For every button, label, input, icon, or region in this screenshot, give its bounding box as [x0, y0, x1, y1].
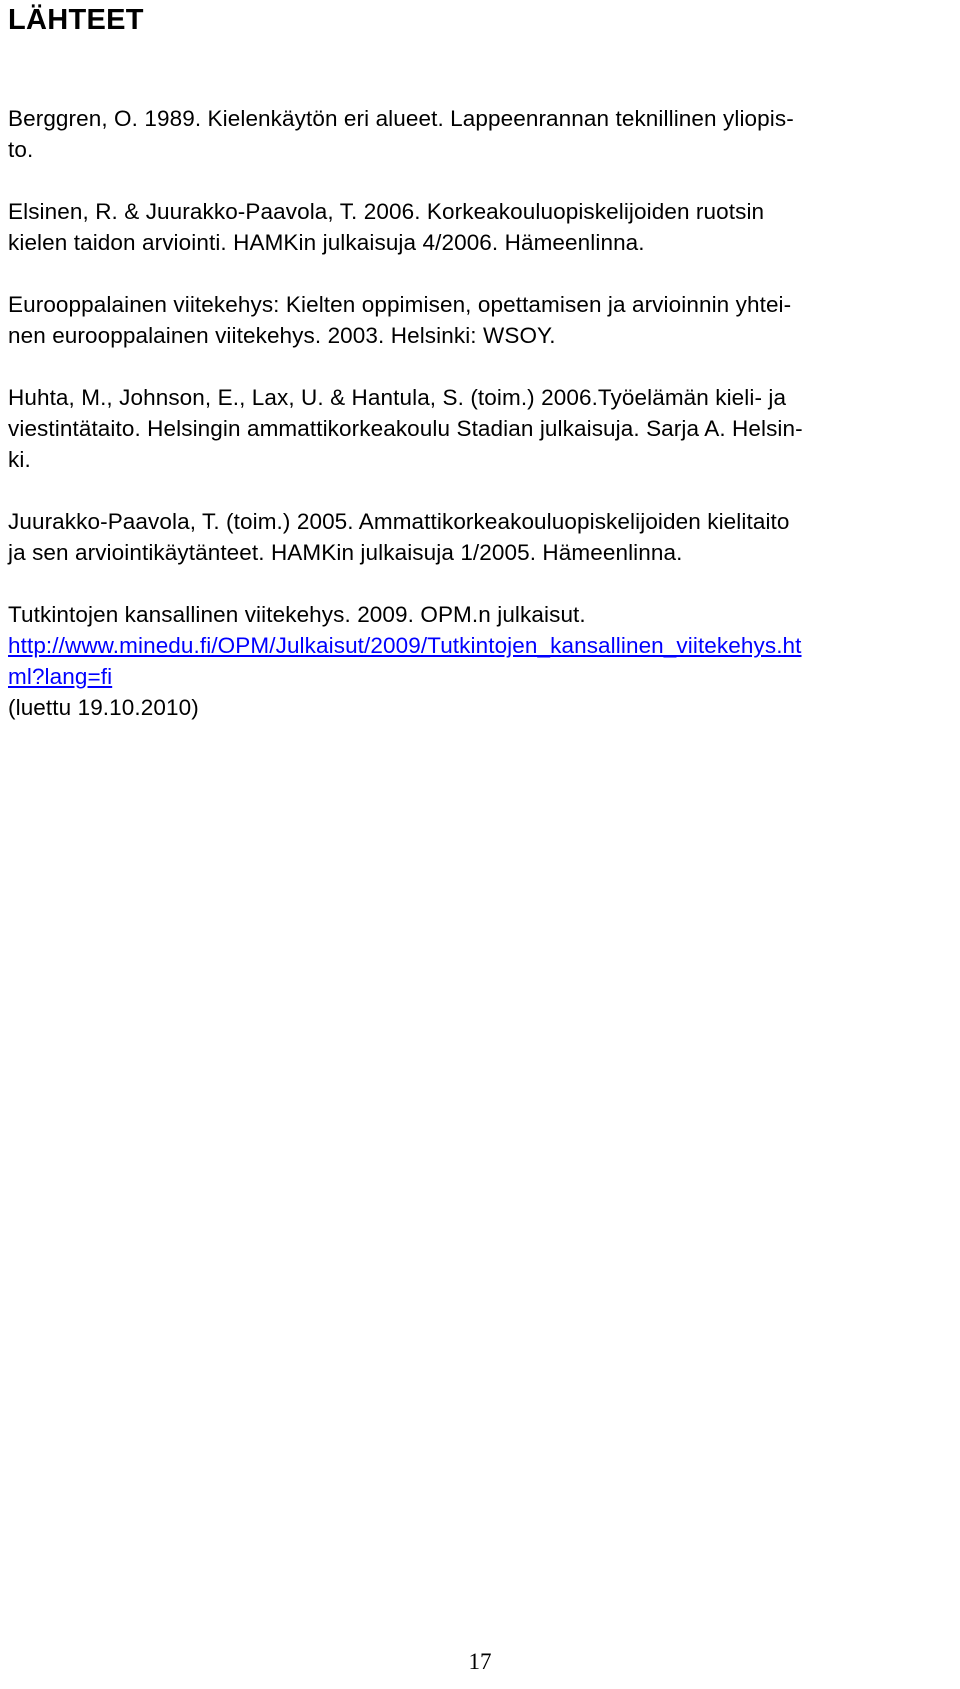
reference-accessed-date: (luettu 19.10.2010) — [8, 695, 199, 720]
reference-item — [8, 382, 953, 475]
reference-item — [8, 289, 953, 351]
reference-line: viestintätaito. Helsingin ammattikorkeakoulu Stadian julkaisuja. Sarja A. Helsin- — [8, 416, 803, 441]
reference-item — [8, 599, 953, 723]
reference-list — [8, 103, 953, 723]
page-title: LÄHTEET — [8, 4, 144, 36]
reference-item — [8, 103, 953, 165]
page-number: 17 — [468, 1649, 492, 1674]
reference-line: Elsinen, R. & Juurakko-Paavola, T. 2006. Korkeakouluopiskelijoiden ruotsin — [8, 199, 765, 224]
reference-item — [8, 196, 953, 258]
reference-line: to. — [8, 137, 34, 162]
reference-url-part: http://www.minedu.fi/OPM/Julkaisut/2009/Tutkintojen_kansallinen_viitekehys.ht — [8, 633, 802, 658]
reference-line: Huhta, M., Johnson, E., Lax, U. & Hantula, S. (toim.) 2006.Työelämän kieli- ja — [8, 385, 787, 410]
reference-line: Juurakko-Paavola, T. (toim.) 2005. Ammattikorkeakouluopiskelijoiden kielitaito — [8, 509, 790, 534]
reference-line: Tutkintojen kansallinen viitekehys. 2009. OPM.n julkaisut. — [8, 602, 586, 627]
reference-line: Eurooppalainen viitekehys: Kielten oppimisen, opettamisen ja arvioinnin yhtei- — [8, 292, 792, 317]
reference-line: ja sen arviointikäytänteet. HAMKin julkaisuja 1/2005. Hämeenlinna. — [8, 540, 683, 565]
reference-line: nen eurooppalainen viitekehys. 2003. Helsinki: WSOY. — [8, 323, 556, 348]
reference-url-link[interactable] — [8, 633, 802, 689]
reference-item — [8, 506, 953, 568]
reference-url-part: ml?lang=fi — [8, 664, 113, 689]
reference-line: kielen taidon arviointi. HAMKin julkaisuja 4/2006. Hämeenlinna. — [8, 230, 645, 255]
reference-line: Berggren, O. 1989. Kielenkäytön eri alueet. Lappeenrannan teknillinen yliopis- — [8, 106, 794, 131]
reference-line: ki. — [8, 447, 31, 472]
